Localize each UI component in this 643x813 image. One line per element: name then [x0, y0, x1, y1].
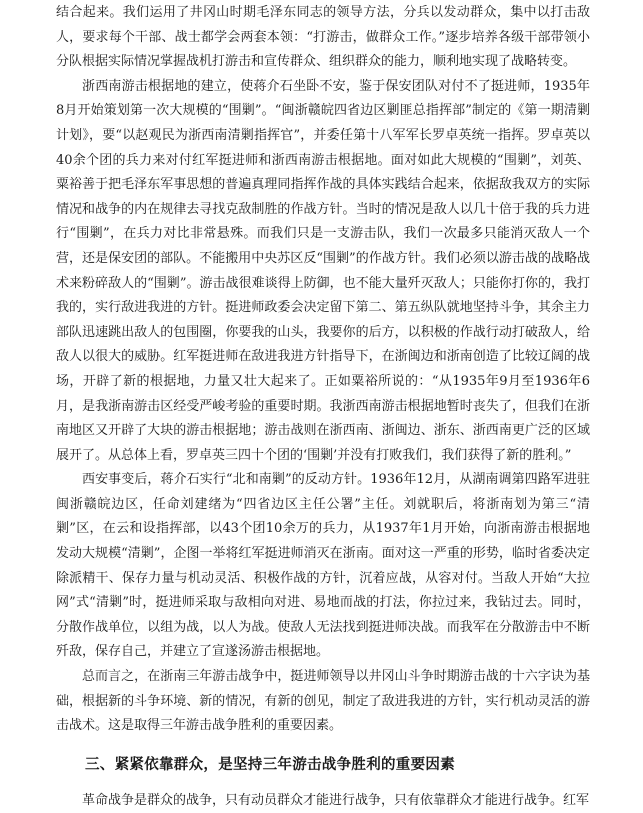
section-heading: 三、紧紧依靠群众，是坚持三年游击战争胜利的重要因素 — [85, 756, 455, 773]
paragraph-xian-incident: 西安事变后，蒋介石实行“北和南剿”的反动方针。1936年12月，从湖南调第四路军进驻闽浙赣皖边区，任命刘建绪为“四省边区主任公署”主任。刘就职后，将浙南划为第三“清剿”区，在云和设指挥部，以43个团10余万的兵力，从1937年1月开始，向浙南游击根据地发动大规模“清剿”，企图一举将红军挺进师消灭在浙南。面对这一严重的形势，临时省委决定除派精干、保存力量与机动灵活、积极作战的方针，沉着应战，从容对付。当敌人开始“大拉网”式“清剿”时，挺进师采取与敌相向对进、易地而战的打法，你拉过来，我钻过去。同时，分散作战单位，以组为战，以人为战。使敌人无法找到挺进师决战。而我军在分散游击中不断歼敌，保存自己，并建立了宣遂汤游击根据地。 — [56, 472, 590, 660]
document-page — [56, 1, 590, 813]
paragraph-first-encirclement: 浙西南游击根据地的建立，使蒋介石坐卧不安，鉴于保安团队对付不了挺进师，1935年8月开始策划第一次大规模的“围剿”。“闽浙赣皖四省边区剿匪总指挥部”制定的《第一期清剿计划》，要“以赵观民为浙西南清剿指挥官”，并委任第十八军军长罗卓英统一指挥。罗卓英以40余个团的兵力来对付红军挺进师和浙西南游击根据地。面对如此大规模的“围剿”，刘英、粟裕善于把毛泽东军事思想的普遍真理同指挥作战的具体实践结合起来，依据敌我双方的实际情况和战争的内在规律去寻找克敌制胜的作战方针。当时的情况是敌人以几十倍于我的兵力进行“围剿”，在兵力对比非常悬殊。而我们只是一支游击队，我们一次最多只能消灭敌人一个营，还是保安团的部队。不能搬用中央苏区反“围剿”的作战方针。我们必须以游击战的战略战术来粉碎敌人的“围剿”。游击战很难谈得上防御，也不能大量歼灭敌人；只能你打你的，我打我的，实行敌进我进的方针。挺进师政委会决定留下第二、第五纵队就地坚持斗争，其余主力部队迅速跳出敌人的包围圈，你要我的山头，我要你的后方，以积极的作战行动打破敌人，给敌人以很大的威胁。红军挺进师在敌进我进方针指导下，在浙闽边和浙南创造了比较辽阔的战场，开辟了新的根据地，力量又壮大起来了。正如粟裕所说的：“从1935年9月至1936年6月，是我浙南游击区经受严峻考验的重要时期。我浙西南游击根据地暂时丧失了，但我们在浙南地区又开辟了大块的游击根据地；游击战则在浙西南、浙闽边、浙东、浙西南更广泛的区域展开了。从总体上看，罗卓英三四十个团的‘围剿’并没有打败我们，我们获得了新的胜利。” — [56, 78, 590, 463]
paragraph-summary: 总而言之，在浙南三年游击战争中，挺进师领导以井冈山斗争时期游击战的十六字诀为基础，根据新的斗争环境、新的情况，有新的创见，制定了敌进我进的方针，实行机动灵活的游击战术。这是取得三年游击战争胜利的重要因素。 — [56, 669, 590, 734]
paragraph-continuation: 结合起来。我们运用了井冈山时期毛泽东同志的领导方法，分兵以发动群众，集中以打击敌人，要求每个干部、战士都学会两套本领：“打游击，做群众工作。”逐步培养各级干部带领小分队根据实际情况掌握战机打游击和宣传群众、组织群众的能力，顺利地实现了战略转变。 — [56, 5, 590, 70]
paragraph-masses: 革命战争是群众的战争，只有动员群众才能进行战争，只有依靠群众才能进行战争。红军 — [82, 792, 590, 808]
